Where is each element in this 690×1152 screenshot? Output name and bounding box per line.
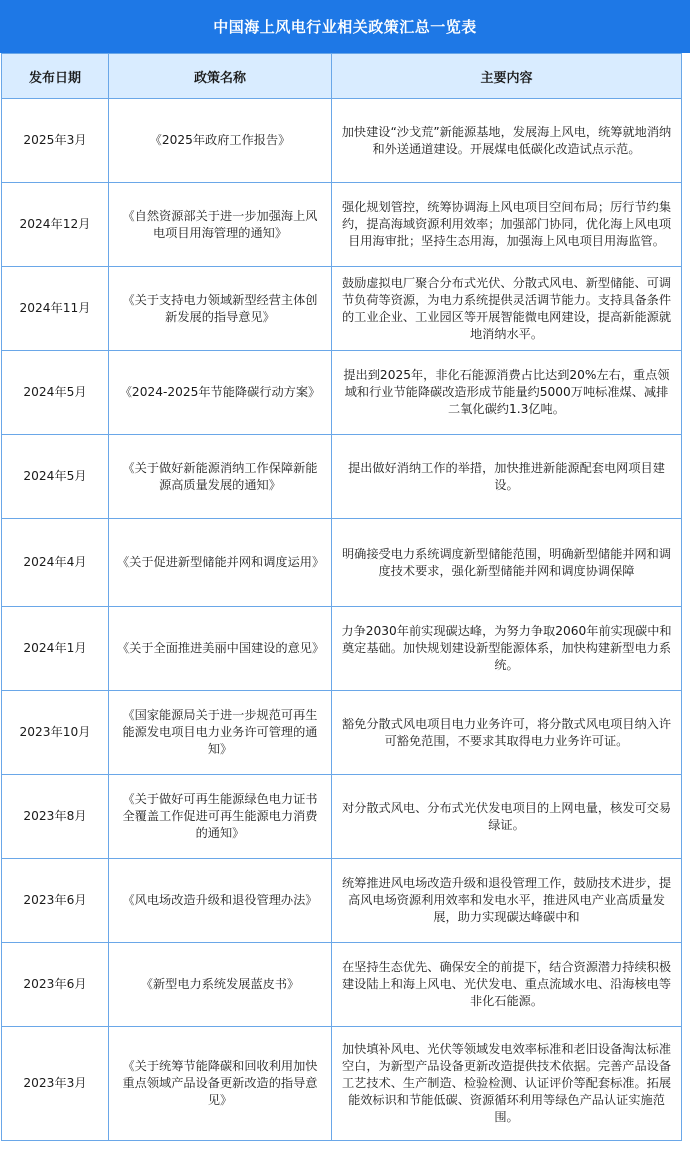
row-policy-name: 《关于促进新型储能并网和调度运用》 bbox=[109, 519, 332, 607]
row-date: 2023年3月 bbox=[2, 1027, 109, 1141]
header-row bbox=[2, 54, 682, 99]
header-date: 发布日期 bbox=[2, 54, 109, 99]
table-row bbox=[2, 99, 682, 183]
row-policy-name: 《风电场改造升级和退役管理办法》 bbox=[109, 859, 332, 943]
table-title: 中国海上风电行业相关政策汇总一览表 bbox=[0, 0, 690, 53]
row-policy-name: 《自然资源部关于进一步加强海上风电项目用海管理的通知》 bbox=[109, 183, 332, 267]
row-date: 2023年8月 bbox=[2, 775, 109, 859]
table-row bbox=[2, 519, 682, 607]
row-policy-name: 《2025年政府工作报告》 bbox=[109, 99, 332, 183]
table-row bbox=[2, 183, 682, 267]
table-row bbox=[2, 435, 682, 519]
table-row bbox=[2, 267, 682, 351]
row-date: 2024年11月 bbox=[2, 267, 109, 351]
row-date: 2023年6月 bbox=[2, 859, 109, 943]
header-main-content: 主要内容 bbox=[332, 54, 682, 99]
row-date: 2024年1月 bbox=[2, 607, 109, 691]
row-date: 2023年6月 bbox=[2, 943, 109, 1027]
row-date: 2024年5月 bbox=[2, 351, 109, 435]
row-date: 2025年3月 bbox=[2, 99, 109, 183]
row-policy-name: 《新型电力系统发展蓝皮书》 bbox=[109, 943, 332, 1027]
table-row bbox=[2, 691, 682, 775]
row-content: 强化规划管控，统筹协调海上风电项目空间布局；厉行节约集约，提高海域资源利用效率；加强部门协同，优化海上风电项目用海审批；坚持生态用海，加强海上风电项目用海监管。 bbox=[332, 183, 682, 267]
row-content: 提出到2025年，非化石能源消费占比达到20%左右，重点领域和行业节能降碳改造形成节能量约5000万吨标准煤、减排二氧化碳约1.3亿吨。 bbox=[332, 351, 682, 435]
row-content: 明确接受电力系统调度新型储能范围，明确新型储能并网和调度技术要求，强化新型储能并网和调度协调保障 bbox=[332, 519, 682, 607]
table-row bbox=[2, 943, 682, 1027]
row-content: 鼓励虚拟电厂聚合分布式光伏、分散式风电、新型储能、可调节负荷等资源，为电力系统提供灵活调节能力。支持具备条件的工业企业、工业园区等开展智能微电网建设，提高新能源就地消纳水平。 bbox=[332, 267, 682, 351]
row-policy-name: 《关于统筹节能降碳和回收利用加快重点领域产品设备更新改造的指导意见》 bbox=[109, 1027, 332, 1141]
table-row bbox=[2, 775, 682, 859]
row-content: 豁免分散式风电项目电力业务许可，将分散式风电项目纳入许可豁免范围，不要求其取得电力业务许可证。 bbox=[332, 691, 682, 775]
header-policy-name: 政策名称 bbox=[109, 54, 332, 99]
table-row bbox=[2, 607, 682, 691]
table-row bbox=[2, 1027, 682, 1141]
row-content: 在坚持生态优先、确保安全的前提下，结合资源潜力持续积极建设陆上和海上风电、光伏发电、重点流域水电、沿海核电等非化石能源。 bbox=[332, 943, 682, 1027]
row-policy-name: 《关于支持电力领域新型经营主体创新发展的指导意见》 bbox=[109, 267, 332, 351]
row-policy-name: 《国家能源局关于进一步规范可再生能源发电项目电力业务许可管理的通知》 bbox=[109, 691, 332, 775]
row-content: 提出做好消纳工作的举措，加快推进新能源配套电网项目建设。 bbox=[332, 435, 682, 519]
table-row bbox=[2, 351, 682, 435]
row-date: 2024年5月 bbox=[2, 435, 109, 519]
row-content: 加快建设“沙戈荒”新能源基地，发展海上风电，统筹就地消纳和外送通道建设。开展煤电低碳化改造试点示范。 bbox=[332, 99, 682, 183]
row-policy-name: 《关于做好可再生能源绿色电力证书全覆盖工作促进可再生能源电力消费的通知》 bbox=[109, 775, 332, 859]
policy-table bbox=[1, 53, 682, 1141]
table-row bbox=[2, 859, 682, 943]
row-policy-name: 《关于全面推进美丽中国建设的意见》 bbox=[109, 607, 332, 691]
row-date: 2024年12月 bbox=[2, 183, 109, 267]
row-content: 对分散式风电、分布式光伏发电项目的上网电量，核发可交易绿证。 bbox=[332, 775, 682, 859]
row-content: 力争2030年前实现碳达峰，为努力争取2060年前实现碳中和奠定基础。加快规划建设新型能源体系，加快构建新型电力系统。 bbox=[332, 607, 682, 691]
row-content: 加快填补风电、光伏等领域发电效率标准和老旧设备淘汰标准空白，为新型产品设备更新改造提供技术依据。完善产品设备工艺技术、生产制造、检验检测、认证评价等配套标准。拓展能效标识和节能低碳、资源循环利用等绿色产品认证实施范围。 bbox=[332, 1027, 682, 1141]
row-date: 2023年10月 bbox=[2, 691, 109, 775]
row-policy-name: 《关于做好新能源消纳工作保障新能源高质量发展的通知》 bbox=[109, 435, 332, 519]
row-date: 2024年4月 bbox=[2, 519, 109, 607]
row-content: 统筹推进风电场改造升级和退役管理工作，鼓励技术进步，提高风电场资源利用效率和发电水平，推进风电产业高质量发展，助力实现碳达峰碳中和 bbox=[332, 859, 682, 943]
row-policy-name: 《2024-2025年节能降碳行动方案》 bbox=[109, 351, 332, 435]
